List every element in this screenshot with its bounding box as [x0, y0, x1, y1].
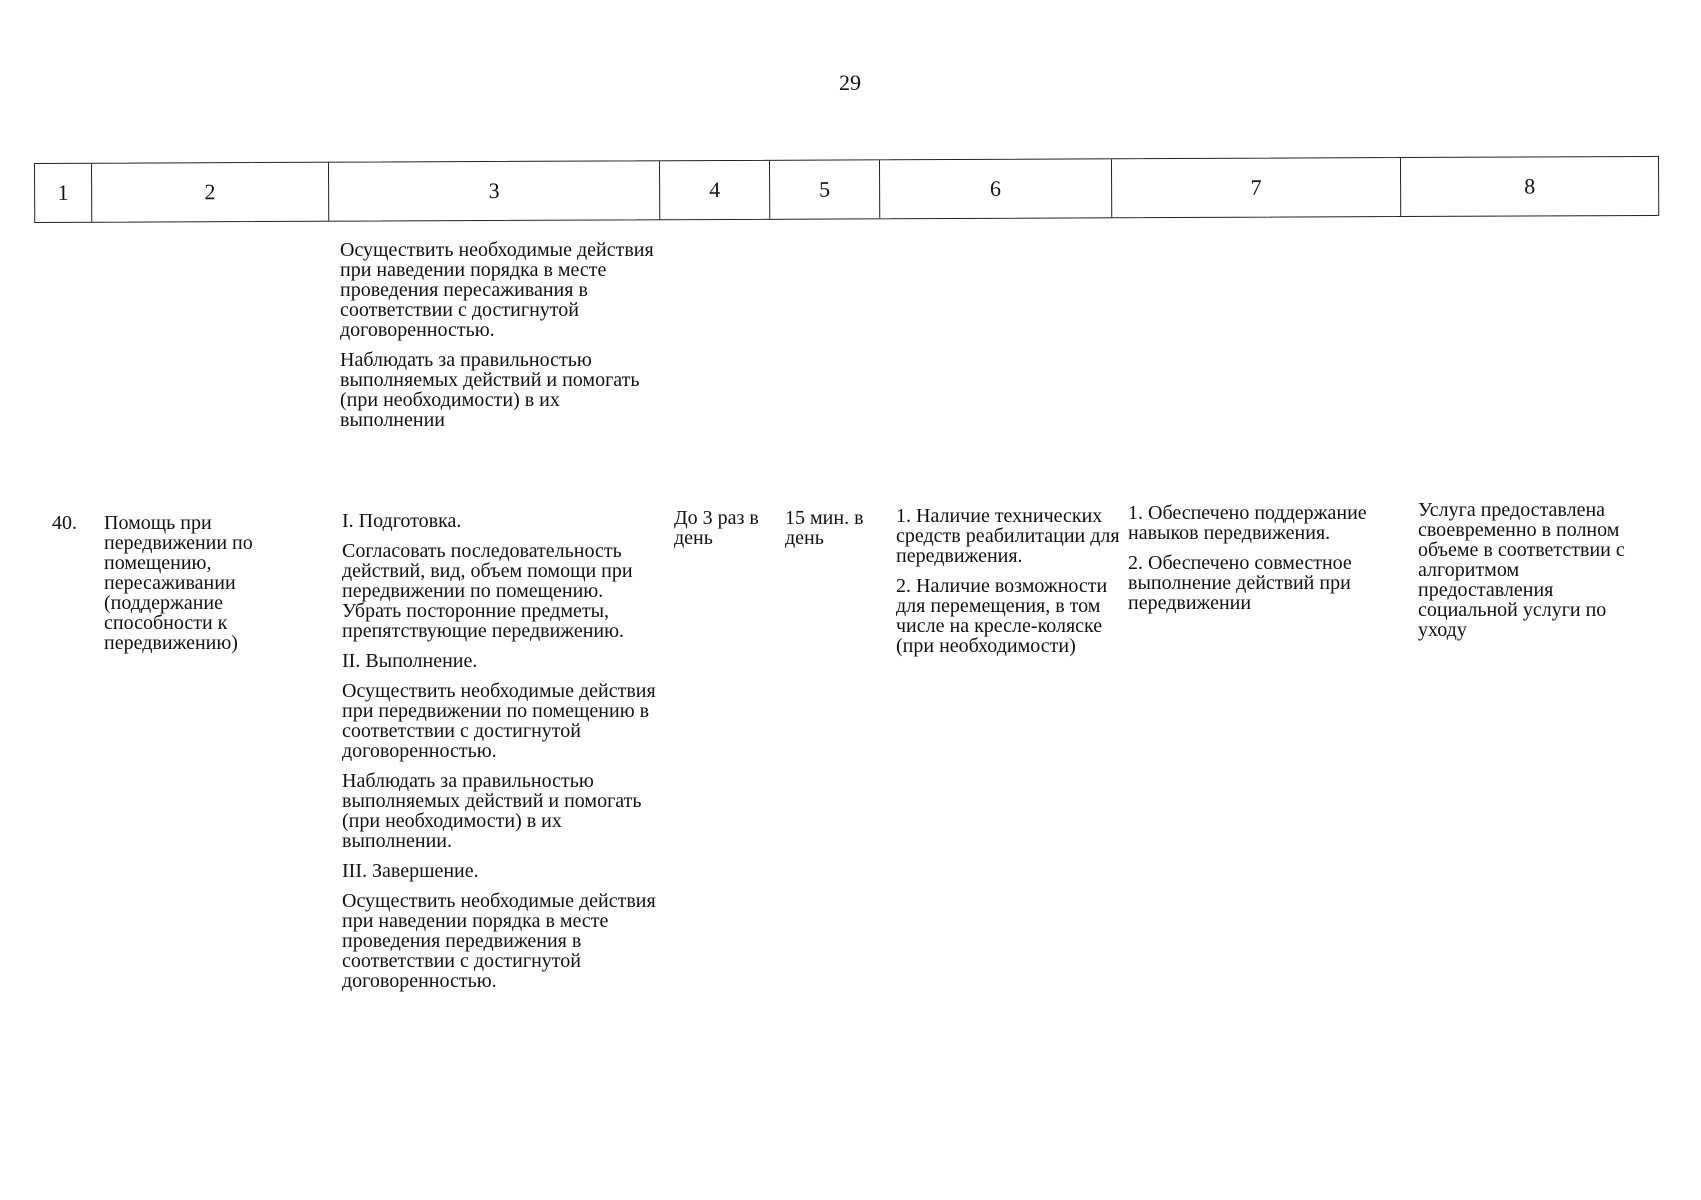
page-number: 29 — [839, 70, 861, 95]
description-paragraph: III. Завершение. — [342, 860, 479, 882]
quality-criteria: Услуга предоставлена своевременно в полном объеме в соответствии с алгоритмом предоставления социальной услуги по уходу — [1418, 499, 1625, 641]
header-col-5: 5 — [770, 160, 880, 218]
header-col-6: 6 — [880, 159, 1112, 218]
header-col-7: 7 — [1112, 158, 1402, 217]
header-col-1: 1 — [35, 164, 92, 222]
service-name: Помощь при передвижении по помещению, пересаживании (поддержание способности к передвижению) — [104, 512, 253, 654]
description-paragraph: II. Выполнение. — [342, 650, 478, 672]
header-col-2: 2 — [92, 163, 329, 222]
duration: 15 мин. в день — [785, 507, 864, 549]
conditions-item: 2. Наличие возможности для перемещения, в том числе на кресле-коляске (при необходимости) — [896, 575, 1108, 657]
header-col-8: 8 — [1524, 173, 1536, 199]
description-paragraph: Наблюдать за правильностью выполняемых действий и помогать (при необходимости) в их выполнении. — [342, 770, 642, 852]
description-paragraph: Осуществить необходимые действия при передвижении по помещению в соответствии с достигнутой договоренностью. — [342, 680, 656, 762]
description-paragraph: I. Подготовка. — [342, 510, 462, 532]
continuation-description — [340, 240, 660, 440]
results-item: 1. Обеспечено поддержание навыков передвижения. — [1128, 502, 1367, 544]
results-item: 2. Обеспечено совместное выполнение действий при передвижении — [1128, 552, 1352, 614]
continuation-paragraph: Наблюдать за правильностью выполняемых действий и помогать (при необходимости) в их выполнении — [340, 349, 640, 431]
conditions-item: 1. Наличие технических средств реабилитации для передвижения. — [896, 505, 1120, 567]
header-col-4: 4 — [660, 161, 770, 219]
continuation-paragraph: Осуществить необходимые действия при наведении порядка в месте проведения пересаживания в соответствии с достигнутой договоренностью. — [340, 239, 654, 341]
description-paragraph: Осуществить необходимые действия при наведении порядка в месте проведения передвижения в соответствии с достигнутой договоренностью. — [342, 890, 656, 992]
results — [1128, 503, 1408, 623]
header-col-3: 3 — [329, 161, 661, 220]
description-paragraph: Согласовать последовательность действий, вид, объем помощи при передвижении по помещению. Убрать посторонние предметы, препятствующие передвижению. — [342, 540, 633, 642]
table-header-row — [34, 156, 1659, 223]
service-description — [342, 511, 667, 1001]
row-number: 40. — [52, 512, 77, 534]
conditions — [896, 506, 1126, 666]
frequency: До 3 раз в день — [674, 507, 759, 549]
